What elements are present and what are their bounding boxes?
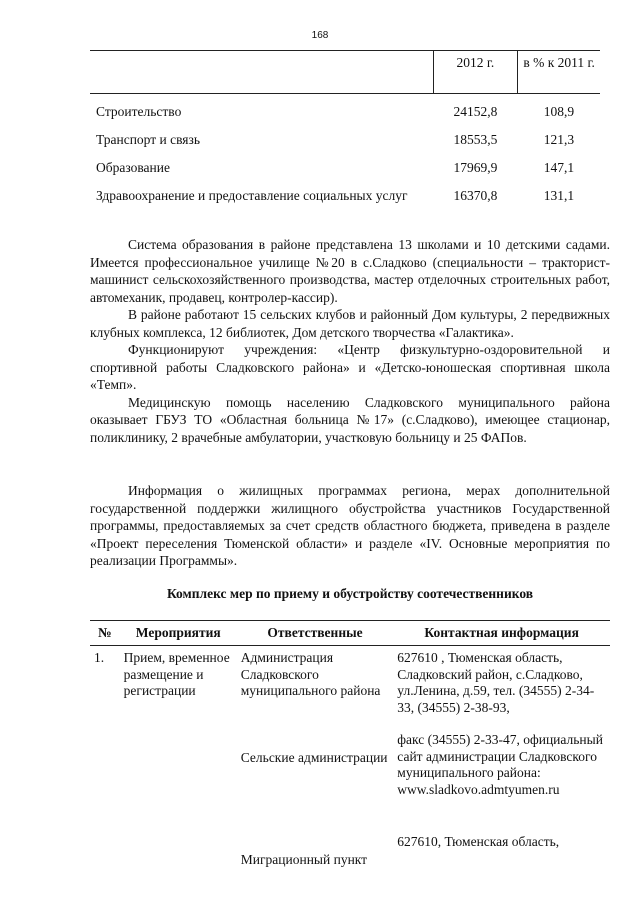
paragraph-culture: В районе работают 15 сельских клубов и районный Дом культуры, 2 передвижных клубных комплекса, 12 библиотек, Дом детского творчества «Галактика».	[90, 307, 610, 340]
statistics-header-year: 2012 г.	[433, 51, 518, 94]
row-name: Здравоохранение и предоставление социальных услуг	[96, 188, 408, 203]
section-title: Комплекс мер по приему и обустройству соотечественников	[166, 586, 534, 601]
measures-header-row	[90, 621, 610, 646]
row-contact	[393, 646, 610, 869]
paragraph-housing: Информация о жилищных программах региона, мерах дополнительной государственной поддержки жилищного обустройства участников Государственной программы, предоставляемых за счет средств областного бюджета, приведена в разделе «Проект переселения Тюменской области» и разделе «IV. Основные мероприятия по реализации Программы».	[90, 483, 610, 568]
row-event: Прием, временное размещение и регистрации	[123, 650, 230, 698]
measures-table	[90, 620, 610, 869]
row-name: Строительство	[96, 104, 182, 119]
row-percent: 131,1	[543, 188, 575, 203]
contact-fax-website: факс (34555) 2-33-47, официальный сайт администрации Сладковского муниципального района: www.sladkovo.admtyumen.ru	[397, 732, 603, 797]
row-value-2012: 24152,8	[453, 104, 498, 119]
statistics-table	[90, 50, 600, 212]
table-row	[90, 128, 600, 156]
paragraph-medical: Медицинскую помощь населению Сладковского муниципального района оказывает ГБУЗ ТО «Областная больница №17» (с.Сладково), имеющее стационар, поликлинику, 2 врачебные амбулатории, участковую больницу и 25 ФАПов.	[90, 394, 610, 445]
row-name: Образование	[96, 160, 170, 175]
row-percent: 147,1	[543, 160, 575, 175]
row-percent: 108,9	[543, 104, 575, 119]
header-responsible: Ответственные	[237, 621, 394, 646]
row-value-2012: 16370,8	[453, 188, 498, 203]
header-event: Мероприятия	[120, 621, 237, 646]
responsible-district-admin: Администрация Сладковского муниципального района	[240, 650, 381, 698]
row-value-2012: 17969,9	[453, 160, 498, 175]
row-value-2012: 18553,5	[453, 132, 498, 147]
responsible-migration-point: Миграционный пункт	[240, 852, 368, 867]
row-percent: 121,3	[543, 132, 575, 147]
table-row	[90, 94, 600, 129]
table-row	[90, 646, 610, 869]
row-number: 1.	[94, 650, 105, 665]
contact-address: 627610 , Тюменская область, Сладковский район, с.Сладково, ул.Ленина, д.59, тел. (34555) 2-34-33, (34555) 2-38-93,	[397, 650, 595, 715]
table-row	[90, 184, 600, 212]
header-number: №	[90, 621, 120, 646]
statistics-header-blank	[90, 51, 433, 94]
statistics-header-row	[90, 51, 600, 94]
header-contact: Контактная информация	[393, 621, 610, 646]
row-responsible	[237, 646, 394, 869]
row-name: Транспорт и связь	[96, 132, 200, 147]
table-row	[90, 156, 600, 184]
page-number: 168	[311, 30, 329, 41]
responsible-rural-admin: Сельские администрации	[240, 750, 388, 765]
contact-migration-address: 627610, Тюменская область,	[397, 834, 560, 849]
paragraph-sport: Функционируют учреждения: «Центр физкультурно-оздоровительной и спортивной работы Сладковского района» и «Детско-юношеская спортивная школа «Темп».	[90, 342, 610, 392]
infrastructure-text	[90, 236, 610, 446]
housing-text	[90, 482, 610, 570]
paragraph-education: Система образования в районе представлена 13 школами и 10 детскими садами. Имеется профессиональное училище №20 в с.Сладково (специальности – тракторист-машинист сельскохозяйственного производства, мастер отделочных строительных работ, автомеханик, продавец, контролер-кассир).	[90, 237, 610, 305]
statistics-header-percent: в % к 2011 г.	[518, 51, 600, 94]
